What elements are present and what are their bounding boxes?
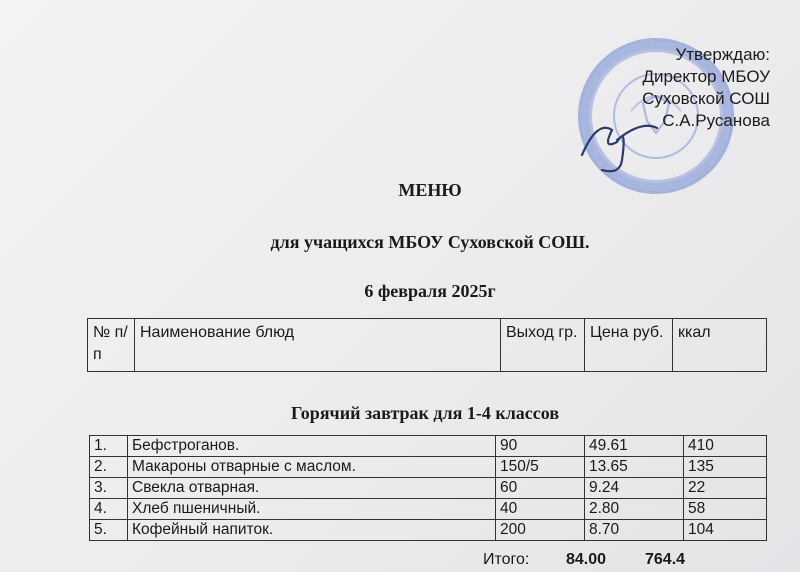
header-name: Наименование блюд — [135, 319, 501, 372]
cell-name: Хлеб пшеничный. — [128, 499, 496, 520]
cell-output: 40 — [496, 499, 585, 520]
table-row — [90, 478, 767, 499]
cell-num: 4. — [90, 499, 128, 520]
cell-output: 90 — [496, 436, 585, 457]
cell-name: Кофейный напиток. — [128, 520, 496, 541]
header-num: № п/п — [88, 319, 135, 372]
cell-price: 9.24 — [585, 478, 684, 499]
header-price: Цена руб. — [585, 319, 673, 372]
cell-output: 200 — [496, 520, 585, 541]
cell-output: 60 — [496, 478, 585, 499]
cell-kcal: 410 — [684, 436, 767, 457]
cell-output: 150/5 — [496, 457, 585, 478]
header-kcal: ккал — [673, 319, 767, 372]
menu-subheading: для учащихся МБОУ Суховской СОШ. — [270, 232, 590, 252]
menu-table — [89, 435, 767, 541]
section-title: Горячий завтрак для 1-4 классов — [290, 403, 560, 423]
cell-num: 2. — [90, 457, 128, 478]
header-output: Выход гр. — [501, 319, 585, 372]
table-row — [90, 457, 767, 478]
menu-heading: МЕНЮ — [398, 180, 462, 200]
cell-kcal: 58 — [684, 499, 767, 520]
cell-name: Бефстроганов. — [128, 436, 496, 457]
cell-num: 3. — [90, 478, 128, 499]
total-price: 84.00 — [566, 551, 607, 568]
table-row — [90, 520, 767, 541]
menu-date: 6 февраля 2025г — [364, 281, 496, 301]
approval-line-approve: Утверждаю: — [675, 45, 770, 64]
cell-price: 13.65 — [585, 457, 684, 478]
cell-name: Макароны отварные с маслом. — [128, 457, 496, 478]
approval-line-school: Суховской СОШ — [642, 89, 770, 108]
column-header-table — [87, 318, 767, 372]
total-kcal: 764.4 — [645, 551, 686, 568]
cell-kcal: 22 — [684, 478, 767, 499]
total-label: Итого: — [483, 551, 530, 568]
approval-block — [570, 44, 770, 132]
approval-line-name: С.А.Русанова — [662, 111, 770, 130]
approval-line-position: Директор МБОУ — [642, 67, 770, 86]
cell-kcal: 104 — [684, 520, 767, 541]
cell-price: 2.80 — [585, 499, 684, 520]
cell-kcal: 135 — [684, 457, 767, 478]
table-row — [90, 436, 767, 457]
table-row — [90, 499, 767, 520]
cell-num: 5. — [90, 520, 128, 541]
cell-price: 8.70 — [585, 520, 684, 541]
cell-num: 1. — [90, 436, 128, 457]
cell-price: 49.61 — [585, 436, 684, 457]
cell-name: Свекла отварная. — [128, 478, 496, 499]
